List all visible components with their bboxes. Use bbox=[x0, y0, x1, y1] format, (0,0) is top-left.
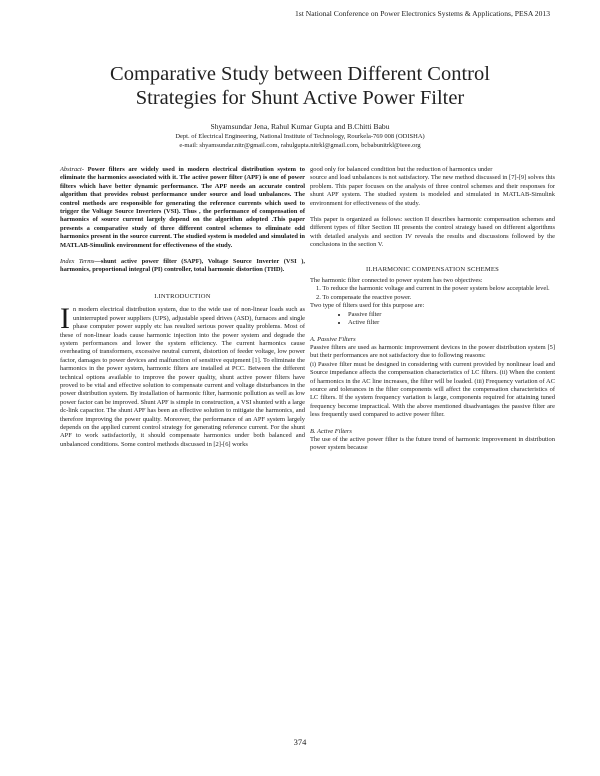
index-terms bbox=[60, 258, 305, 275]
abstract-label: Abstract- bbox=[60, 166, 84, 173]
intro-dropcap: I bbox=[60, 302, 70, 336]
index-terms-text: —shunt active power filter (SAPF), Voltage Source Inverter (VSI ), harmonics, proportional integral (PI) controller, total harmonic distortion (THD). bbox=[60, 258, 305, 274]
abstract-text: Power filters are widely used in modern electrical distribution system to eliminate the harmonics associated with it. The active power filter (APF) is one of power filters which have better dynamic performance. The APF needs an accurate control algorithm that provides robust performance under source and load unbalances. The control methods are responsible for generating the reference currents which used to trigger the Voltage Source Inverters (VSI). Thus , the performance of compensation of harmonics of source current largely depend on the algorithm adopted .This paper presents a comparative study of three different control schemes to eliminate odd harmonics present in the source current. The studied system is modeled and simulated in MATLAB-Simulink environment for effectiveness of the study. bbox=[60, 166, 305, 249]
subsection-a-paragraph-1: Passive filters are used as harmonic improvement devices in the power distribution system [5] but their performances are not satisfactory due to following reasons: bbox=[310, 343, 555, 360]
authors: Shyamsundar Jena, Rahul Kumar Gupta and B.Chitti Babu bbox=[210, 122, 390, 131]
abstract bbox=[60, 166, 305, 250]
section-2-item-2: 2. To compensate the reactive power. bbox=[316, 293, 412, 301]
right-paragraph-2: This paper is organized as follows: section II describes harmonic compensation schemes and different types of filter Section III presents the control strategy based on different algorithms with detailed analysis and section IV reveals the results and discussions followed by the conclusions in the section V. bbox=[310, 216, 555, 249]
right-paragraph-1b: source and load unbalances is not satisfactory. The new method discussed in [7]-[9] solves this problem. This paper focuses on the analysis of three control schemes and their responses for shunt APF system. The studied system is modeled and simulated in MATLAB-Simulink environment for effectiveness of the study. bbox=[310, 174, 555, 207]
section-2-heading: II.HARMONIC COMPENSATION SCHEMES bbox=[366, 265, 499, 273]
title-line-1: Comparative Study between Different Control bbox=[110, 63, 490, 85]
subsection-a-paragraph-2: (i) Passive filter must be designed in considering with current provided by nonlinear load and Source impedance affects the compensation characteristics of LC filters. (ii) When the content of harmonics in the AC line increases, the filter will be loaded. (iii) Frequency variation of AC source and tolerances in the filter components will affect the compensation characteristics of LC filters. If the system frequency variation is large, components required for attaining tuned frequency become impractical. With the above mentioned disadvantages the passive filter are less frequently used compared to active power filter. bbox=[310, 360, 555, 419]
section-2-item-1: 1. To reduce the harmonic voltage and current in the power system below acceptable level. bbox=[316, 285, 550, 293]
title-line-2: Strategies for Shunt Active Power Filter bbox=[135, 87, 465, 109]
page-number: 374 bbox=[293, 737, 307, 747]
conference-header: 1st National Conference on Power Electronics Systems & Applications, PESA 2013 bbox=[295, 9, 550, 18]
subsection-b-heading: B. Active Filters bbox=[310, 427, 352, 435]
index-terms-label: Index Terms bbox=[60, 258, 95, 266]
right-column bbox=[310, 166, 555, 453]
subsection-a-heading: A. Passive Filters bbox=[310, 335, 356, 343]
right-paragraph-1a: good only for balanced condition but the reduction of harmonics under bbox=[310, 166, 493, 173]
filter-type-list bbox=[310, 311, 555, 328]
section-2-intro: The harmonic filter connected to power system has two objectives: bbox=[310, 277, 483, 285]
list-item: • Active filter bbox=[348, 319, 555, 327]
intro-paragraph bbox=[60, 302, 305, 449]
paper-title bbox=[50, 62, 550, 110]
section-2-types: Two type of filters used for this purpose are: bbox=[310, 302, 425, 310]
left-column bbox=[60, 166, 305, 449]
emails: e-mail: shyamsundar.nitr@gmail.com, rahulgupta.nitrkl@gmail.com, bcbabunitrkl@ieee.org bbox=[179, 141, 421, 149]
intro-heading: I.INTRODUCTION bbox=[154, 292, 211, 300]
intro-text: n modern electrical distribution system, due to the wide use of non-linear loads such as uninterrupted power suppliers (UPS), adjustable speed drives (ASD), furnaces and single phase computer power supply etc has resulted serious power quality problems. Most of these of non-linear loads cause harmonic injection into the power system and degrade the system performances and lower the system efficiency. The current harmonics cause overheating of transformers, excessive neutral current, distortion of feeder voltage, low power factor, damages to power devices and malfunction of sensitive equipment [1]. To eliminate the harmonics in the power system, harmonic filters are installed at PCC. Between the different technical options available to improve the power quality, shunt active power filters have proved to be vital and effective solution to compensate current and voltage disturbances in the power distribution system. By installation of harmonic filter, harmonic pollution as well as low power factor can be improved. Shunt APF is simple in construction, a VSI shunted with a large dc-link capacitor. The shunt APF has been an effective solution to mitigate the harmonics, and therefore improving the power quality. Moreover, the performance of an APF system largely depends on the applied current control strategy for generating reference current. For the shunt APF to work satisfactorily, it should compensate harmonics under both balanced and unbalanced conditions. Some control methods discussed in [2]-[6] works bbox=[60, 306, 305, 448]
affiliation: Dept. of Electrical Engineering, National Institute of Technology, Rourkela-769 008 (ODISHA) bbox=[175, 133, 425, 140]
affiliation-block bbox=[50, 133, 550, 150]
subsection-b-paragraph-1: The use of the active power filter is the future trend of harmonic improvement in distribution power system because bbox=[310, 435, 555, 452]
list-item: • Passive filter bbox=[348, 311, 555, 319]
